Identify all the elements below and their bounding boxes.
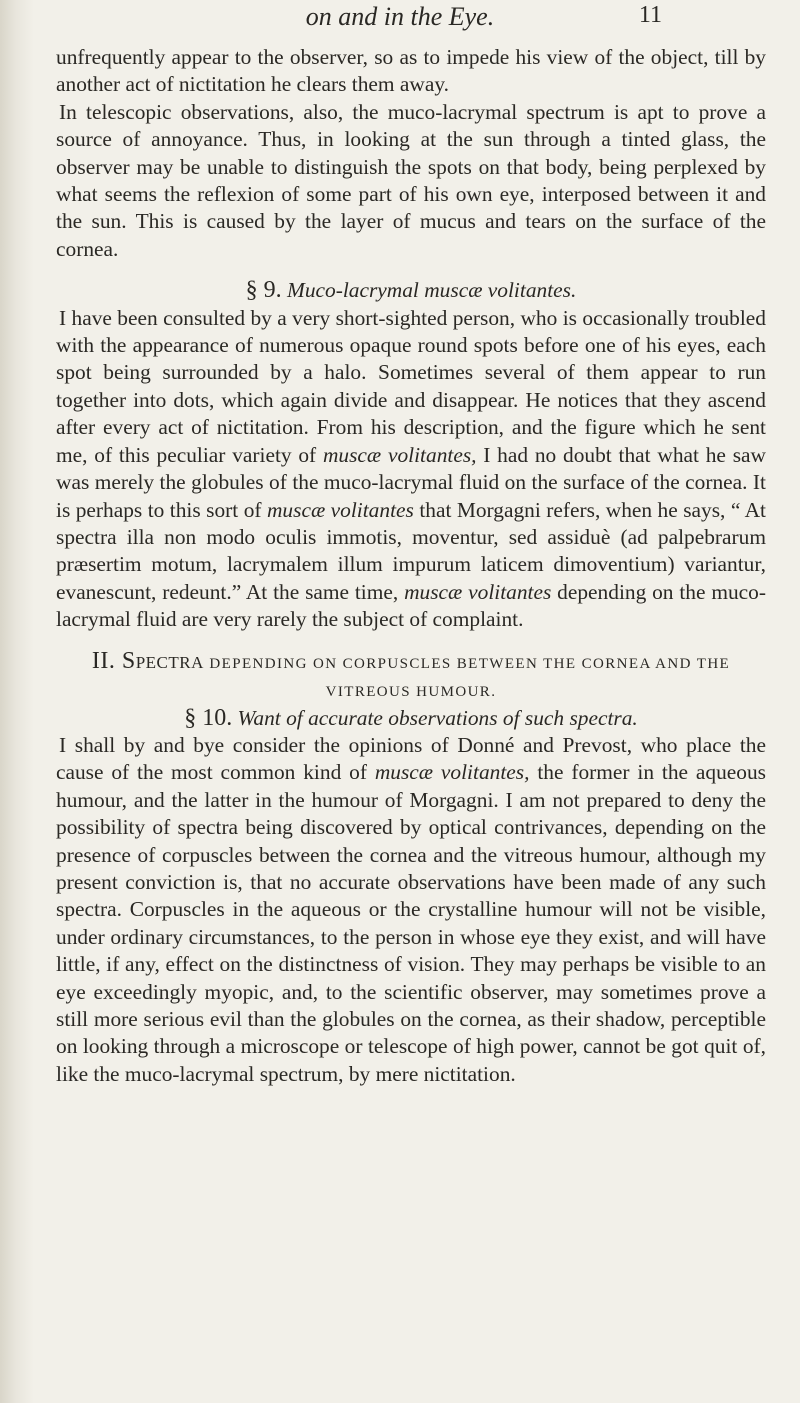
binding-gutter-shadow (0, 0, 34, 1403)
running-title: on and in the Eye. (305, 2, 495, 31)
section-heading-9 (56, 277, 766, 304)
section-title: Want of accurate observations of such spectra. (237, 705, 638, 730)
paragraph-corpuscles: I shall by and bye consider the opinions of Donné and Prevost, who place the cause of the most common kind of muscæ volitantes, the former in the aqueous humour, and the latter in the humour of Morgagni. I am not prepared to deny the possibility of spectra being discovered by optical contrivances, depending on the presence of corpuscles between the cornea and the vitreous humour, although my present conviction is, that no accurate observations have been made of any such spectra. Corpuscles in the aqueous or the crystalline humour will not be visible, under ordinary circumstances, to the person in whose eye they exist, and will have little, if any, effect on the distinctness of vision. They may perhaps be visible to an eye exceedingly myopic, and, to the scientific observer, may sometimes prove a still more serious evil than the globules on the cornea, as their shadow, perceptible on looking through a microscope or telescope of high power, cannot be got quit of, like the muco-lacrymal spectrum, by mere nictitation. (56, 732, 766, 1086)
page-header (0, 2, 800, 38)
text-column (56, 44, 766, 1088)
section-heading-10 (56, 705, 766, 732)
part-heading-ii (56, 648, 766, 705)
section-number: § 10. (184, 704, 233, 731)
part-heading-lead: II. Spectra (91, 647, 204, 674)
paragraph-muco-lacrymal: I have been consulted by a very short-sighted person, who is occasionally troubled with the appearance of numerous opaque round spots before one of his eyes, each spot being surrounded by a halo. Sometimes several of them appear to run together into dots, which again divide and disappear. He notices that they ascend after every act of nictitation. From his description, and the figure which he sent me, of this peculiar variety of muscæ volitantes, I had no doubt that what he saw was merely the globules of the muco-lacrymal fluid on the surface of the cornea. It is perhaps to this sort of muscæ volitantes that Morgagni refers, when he says, “ At spectra illa non modo oculis immotis, moventur, sed assiduè (ad palpebrarum præsertim motum, lacrymalem illum impurum laticem dimoventium) variantur, evanescunt, redeunt.” At the same time, muscæ volitantes depending on the muco-lacrymal fluid are very rarely the subject of complaint. (56, 305, 766, 632)
section-number: § 9. (245, 277, 282, 304)
paragraph-continuation: unfrequently appear to the observer, so as to impede his view of the object, till by another act of nictitation he clears them away. (56, 45, 766, 97)
part-heading-subtitle: DEPENDING ON CORPUSCLES BETWEEN THE CORNEA AND THE VITREOUS HUMOUR. (209, 655, 731, 700)
section-title: Muco-lacrymal muscæ volitantes. (287, 278, 577, 303)
page-number: 11 (638, 2, 662, 28)
paragraph-telescopic: In telescopic observations, also, the muco-lacrymal spectrum is apt to prove a source of annoyance. Thus, in looking at the sun through a tinted glass, the observer may be unable to distinguish the spots on that body, being perplexed by what seems the reflexion of some part of his own eye, interposed between it and the sun. This is caused by the layer of mucus and tears on the surface of the cornea. (56, 99, 766, 261)
